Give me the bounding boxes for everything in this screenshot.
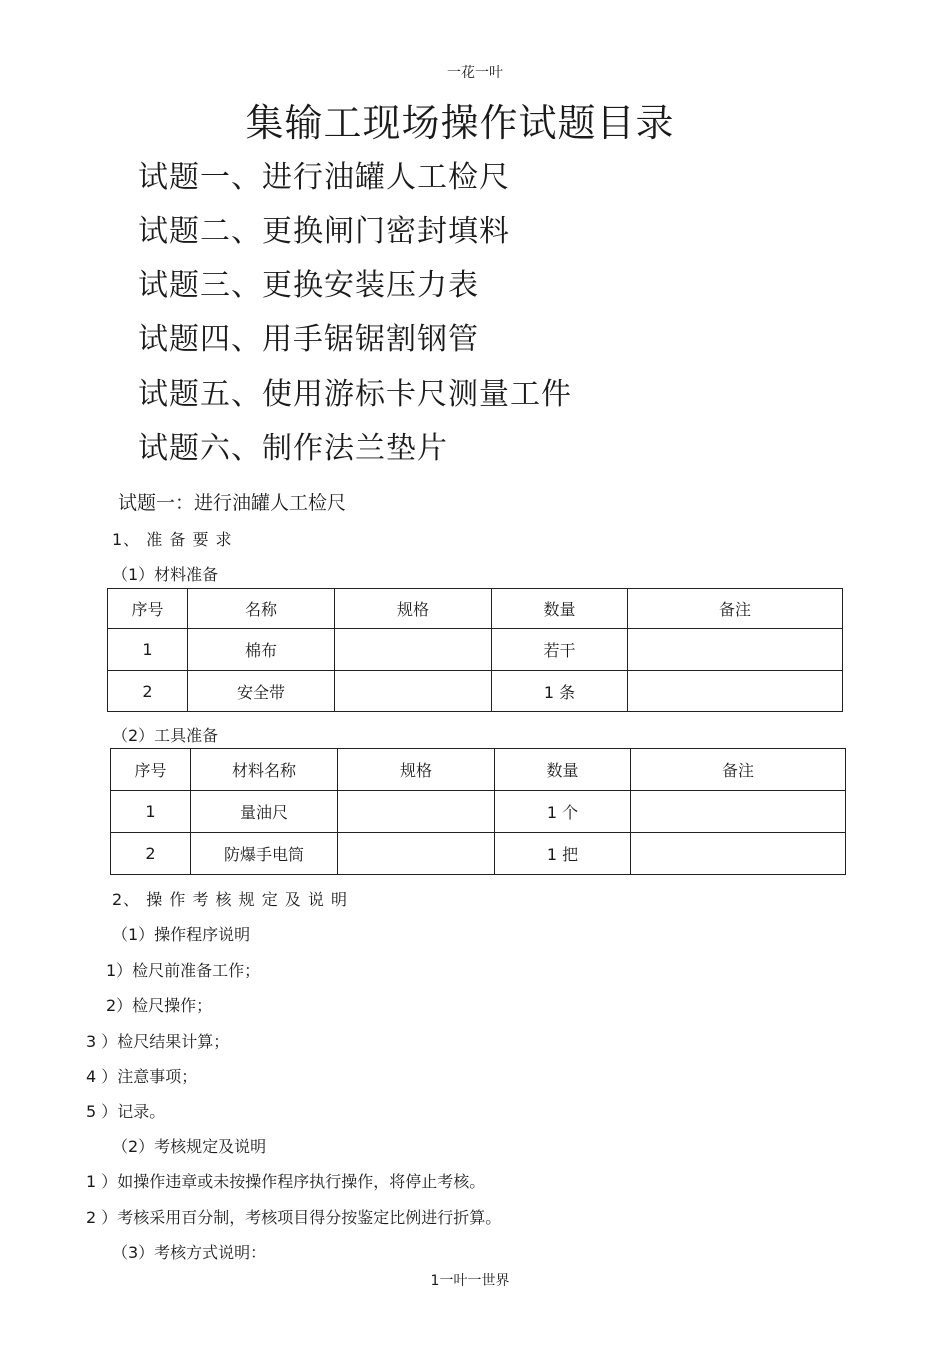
table-header-cell: 数量 [492, 589, 628, 629]
table-cell [628, 629, 843, 671]
toc-item-5: 试题五、使用游标卡尺测量工件 [138, 377, 572, 412]
table-cell [335, 671, 492, 712]
toc-item-6: 试题六、制作法兰垫片 [138, 431, 448, 466]
table-cell: 1 个 [495, 791, 631, 833]
procedure-item-1: 1）检尺前准备工作； [106, 961, 261, 980]
table-cell: 1 [108, 629, 188, 671]
assessment-heading: （2）考核规定及说明 [112, 1137, 267, 1156]
toc-item-2: 试题二、更换闸门密封填料 [138, 214, 510, 249]
tools-heading: （2）工具准备 [112, 726, 219, 745]
table-header-cell: 规格 [335, 589, 492, 629]
table-header-row [111, 749, 846, 791]
table-cell [631, 791, 846, 833]
table-header-cell: 序号 [111, 749, 191, 791]
table-cell [628, 671, 843, 712]
table-header-cell: 数量 [495, 749, 631, 791]
toc-item-4: 试题四、用手锯锯割钢管 [138, 322, 479, 357]
section-title: 试题一：进行油罐人工检尺 [118, 492, 347, 514]
toc-item-3: 试题三、更换安装压力表 [138, 268, 479, 303]
table-cell: 1 把 [495, 833, 631, 875]
table-cell: 量油尺 [191, 791, 338, 833]
method-heading: （3）考核方式说明： [112, 1243, 267, 1262]
tools-table [110, 748, 846, 875]
materials-heading: （1）材料准备 [112, 565, 219, 584]
assessment-item-2: 2 ）考核采用百分制，考核项目得分按鉴定比例进行折算。 [86, 1208, 502, 1227]
table-cell: 防爆手电筒 [191, 833, 338, 875]
procedure-item-4: 4 ）注意事项； [86, 1067, 198, 1086]
table-header-cell: 备注 [631, 749, 846, 791]
table-row [108, 671, 843, 712]
table-cell: 2 [111, 833, 191, 875]
table-row [108, 629, 843, 671]
procedure-heading: （1）操作程序说明 [112, 925, 251, 944]
table-cell [338, 833, 495, 875]
procedure-item-5: 5 ）记录。 [86, 1102, 166, 1121]
table-cell: 棉布 [188, 629, 335, 671]
table-header-cell: 规格 [338, 749, 495, 791]
table-header-cell: 材料名称 [191, 749, 338, 791]
table-cell: 1 [111, 791, 191, 833]
toc-item-1: 试题一、进行油罐人工检尺 [138, 160, 510, 195]
table-cell: 若干 [492, 629, 628, 671]
table-header-cell: 名称 [188, 589, 335, 629]
table-cell: 2 [108, 671, 188, 712]
table-cell [335, 629, 492, 671]
procedure-item-3: 3 ）检尺结果计算； [86, 1032, 230, 1051]
page-title: 集输工现场操作试题目录 [245, 101, 675, 145]
table-cell: 安全带 [188, 671, 335, 712]
table-row [111, 833, 846, 875]
page-header: 一花一叶 [447, 65, 503, 81]
table-header-cell: 备注 [628, 589, 843, 629]
prep-heading: 1、 准 备 要 求 [112, 530, 233, 549]
table-cell: 1 条 [492, 671, 628, 712]
rules-heading: 2、 操 作 考 核 规 定 及 说 明 [112, 890, 348, 909]
table-header-row [108, 589, 843, 629]
materials-table [107, 588, 843, 712]
table-header-cell: 序号 [108, 589, 188, 629]
table-cell [631, 833, 846, 875]
table-cell [338, 791, 495, 833]
assessment-item-1: 1 ）如操作违章或未按操作程序执行操作，将停止考核。 [86, 1172, 486, 1191]
page-footer: 1一叶一世界 [430, 1273, 510, 1289]
procedure-item-2: 2）检尺操作； [106, 996, 213, 1015]
table-row [111, 791, 846, 833]
